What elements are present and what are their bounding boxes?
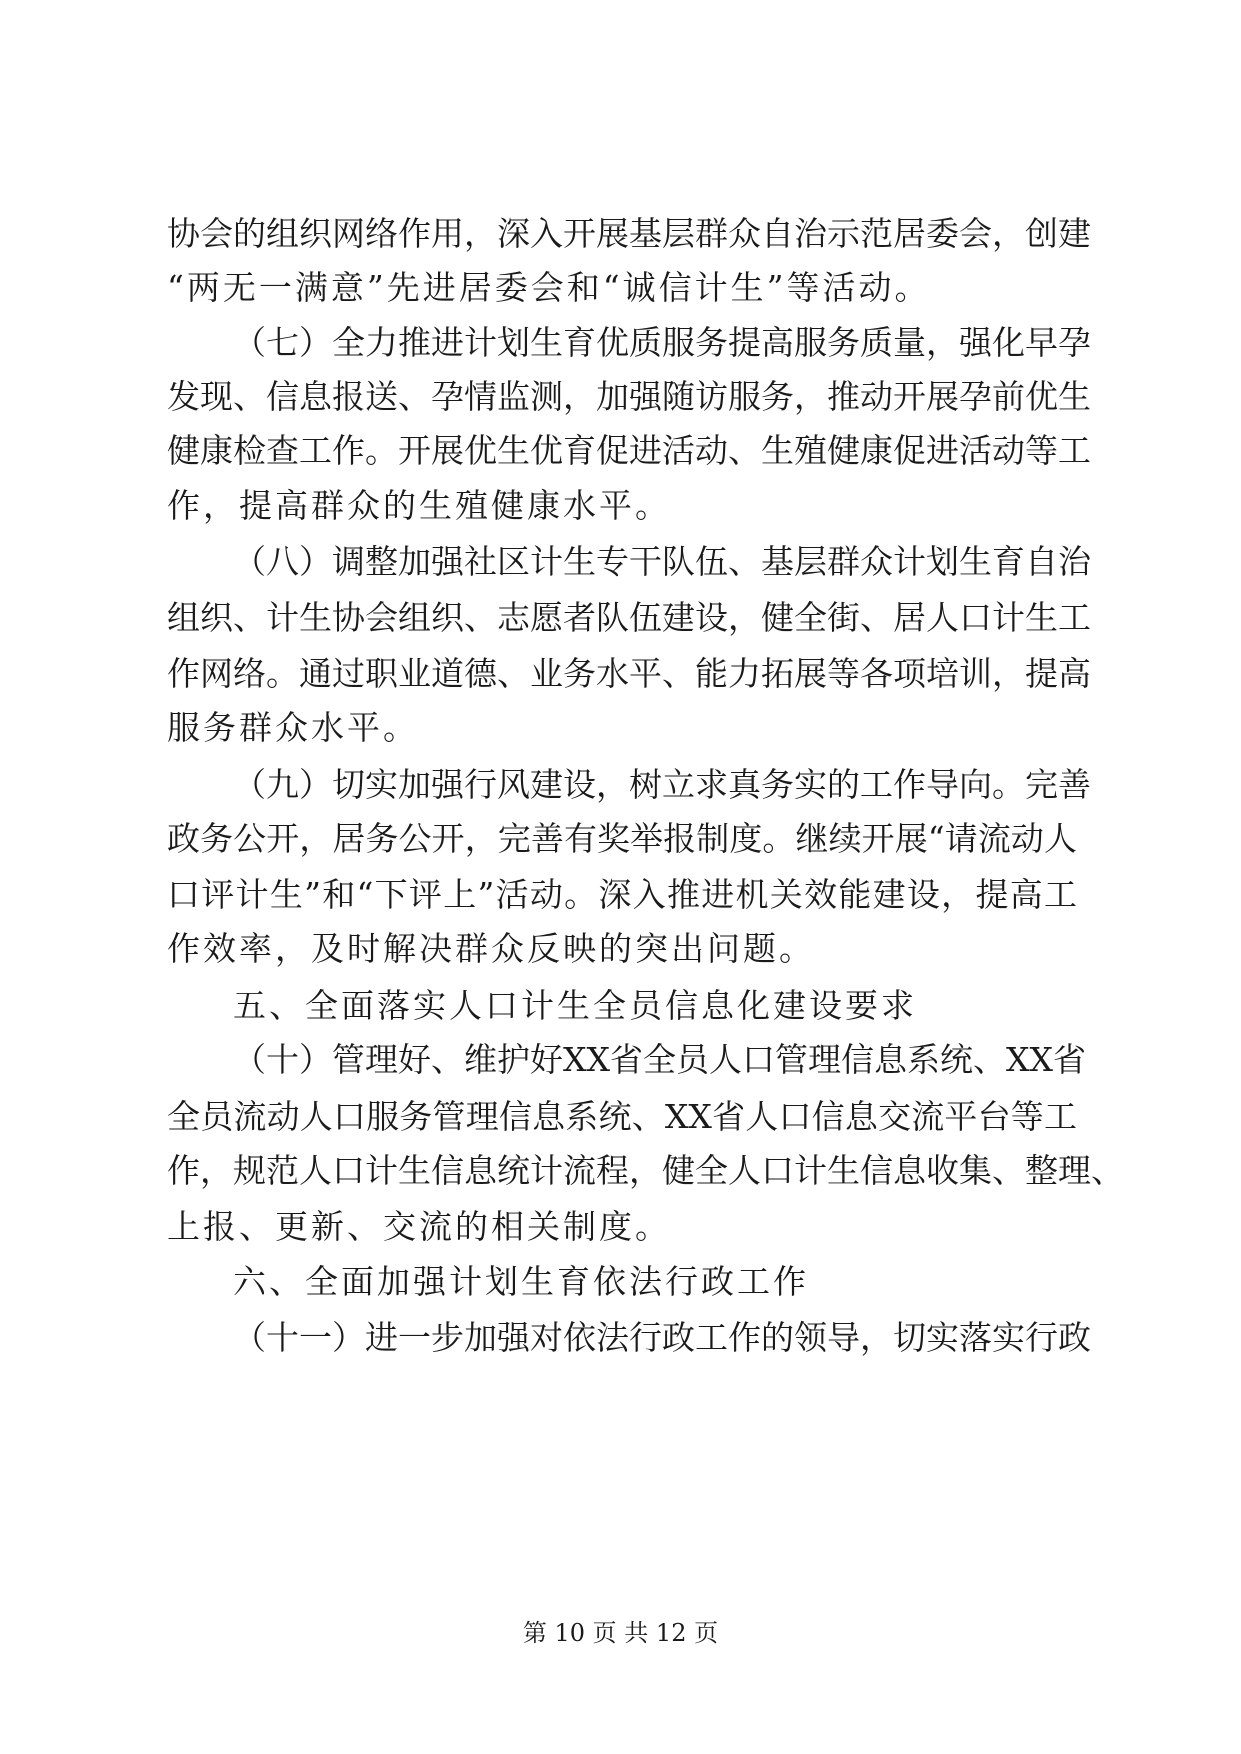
section-heading-6: 六、全面加强计划生育依法行政工作 bbox=[233, 1262, 809, 1301]
text-line: “两无一满意”先进居委会和“诚信计生”等活动。 bbox=[167, 268, 931, 307]
paragraph-10-line: 全员流动人口服务管理信息系统、XX省人口信息交流平台等工 bbox=[167, 1097, 1077, 1136]
paragraph-11-line: （十一）进一步加强对依法行政工作的领导，切实落实行政 bbox=[233, 1318, 1091, 1357]
paragraph-8-line: 作网络。通过职业道德、业务水平、能力拓展等各项培训，提高 bbox=[167, 654, 1091, 693]
paragraph-10-line: （十）管理好、维护好XX省全员人口管理信息系统、XX省 bbox=[233, 1040, 1086, 1079]
paragraph-9-line: 政务公开，居务公开，完善有奖举报制度。继续开展“请流动人 bbox=[167, 819, 1077, 858]
paragraph-10-line: 作，规范人口计生信息统计流程，健全人口计生信息收集、整理、 bbox=[167, 1151, 1124, 1190]
paragraph-10-line: 上报、更新、交流的相关制度。 bbox=[167, 1207, 671, 1246]
paragraph-7-line: 健康检查工作。开展优生优育促进活动、生殖健康促进活动等工 bbox=[167, 431, 1091, 470]
paragraph-7-line: 发现、信息报送、孕情监测，加强随访服务，推动开展孕前优生 bbox=[167, 377, 1091, 416]
paragraph-8-line: 服务群众水平。 bbox=[167, 708, 419, 747]
paragraph-7-line: （七）全力推进计划生育优质服务提高服务质量，强化早孕 bbox=[233, 323, 1091, 362]
text-line: 协会的组织网络作用，深入开展基层群众自治示范居委会，创建 bbox=[167, 214, 1091, 253]
paragraph-8-line: 组织、计生协会组织、志愿者队伍建设，健全街、居人口计生工 bbox=[167, 598, 1091, 637]
paragraph-9-line: 作效率，及时解决群众反映的突出问题。 bbox=[167, 929, 815, 968]
paragraph-8-line: （八）调整加强社区计生专干队伍、基层群众计划生育自治 bbox=[233, 542, 1091, 581]
paragraph-9-line: 口评计生”和“下评上”活动。深入推进机关效能建设，提高工 bbox=[167, 875, 1077, 914]
paragraph-9-line: （九）切实加强行风建设，树立求真务实的工作导向。完善 bbox=[233, 765, 1091, 804]
paragraph-7-line: 作，提高群众的生殖健康水平。 bbox=[167, 486, 671, 525]
page-number: 第 10 页 共 12 页 bbox=[522, 1619, 719, 1647]
section-heading-5: 五、全面落实人口计生全员信息化建设要求 bbox=[233, 986, 917, 1025]
